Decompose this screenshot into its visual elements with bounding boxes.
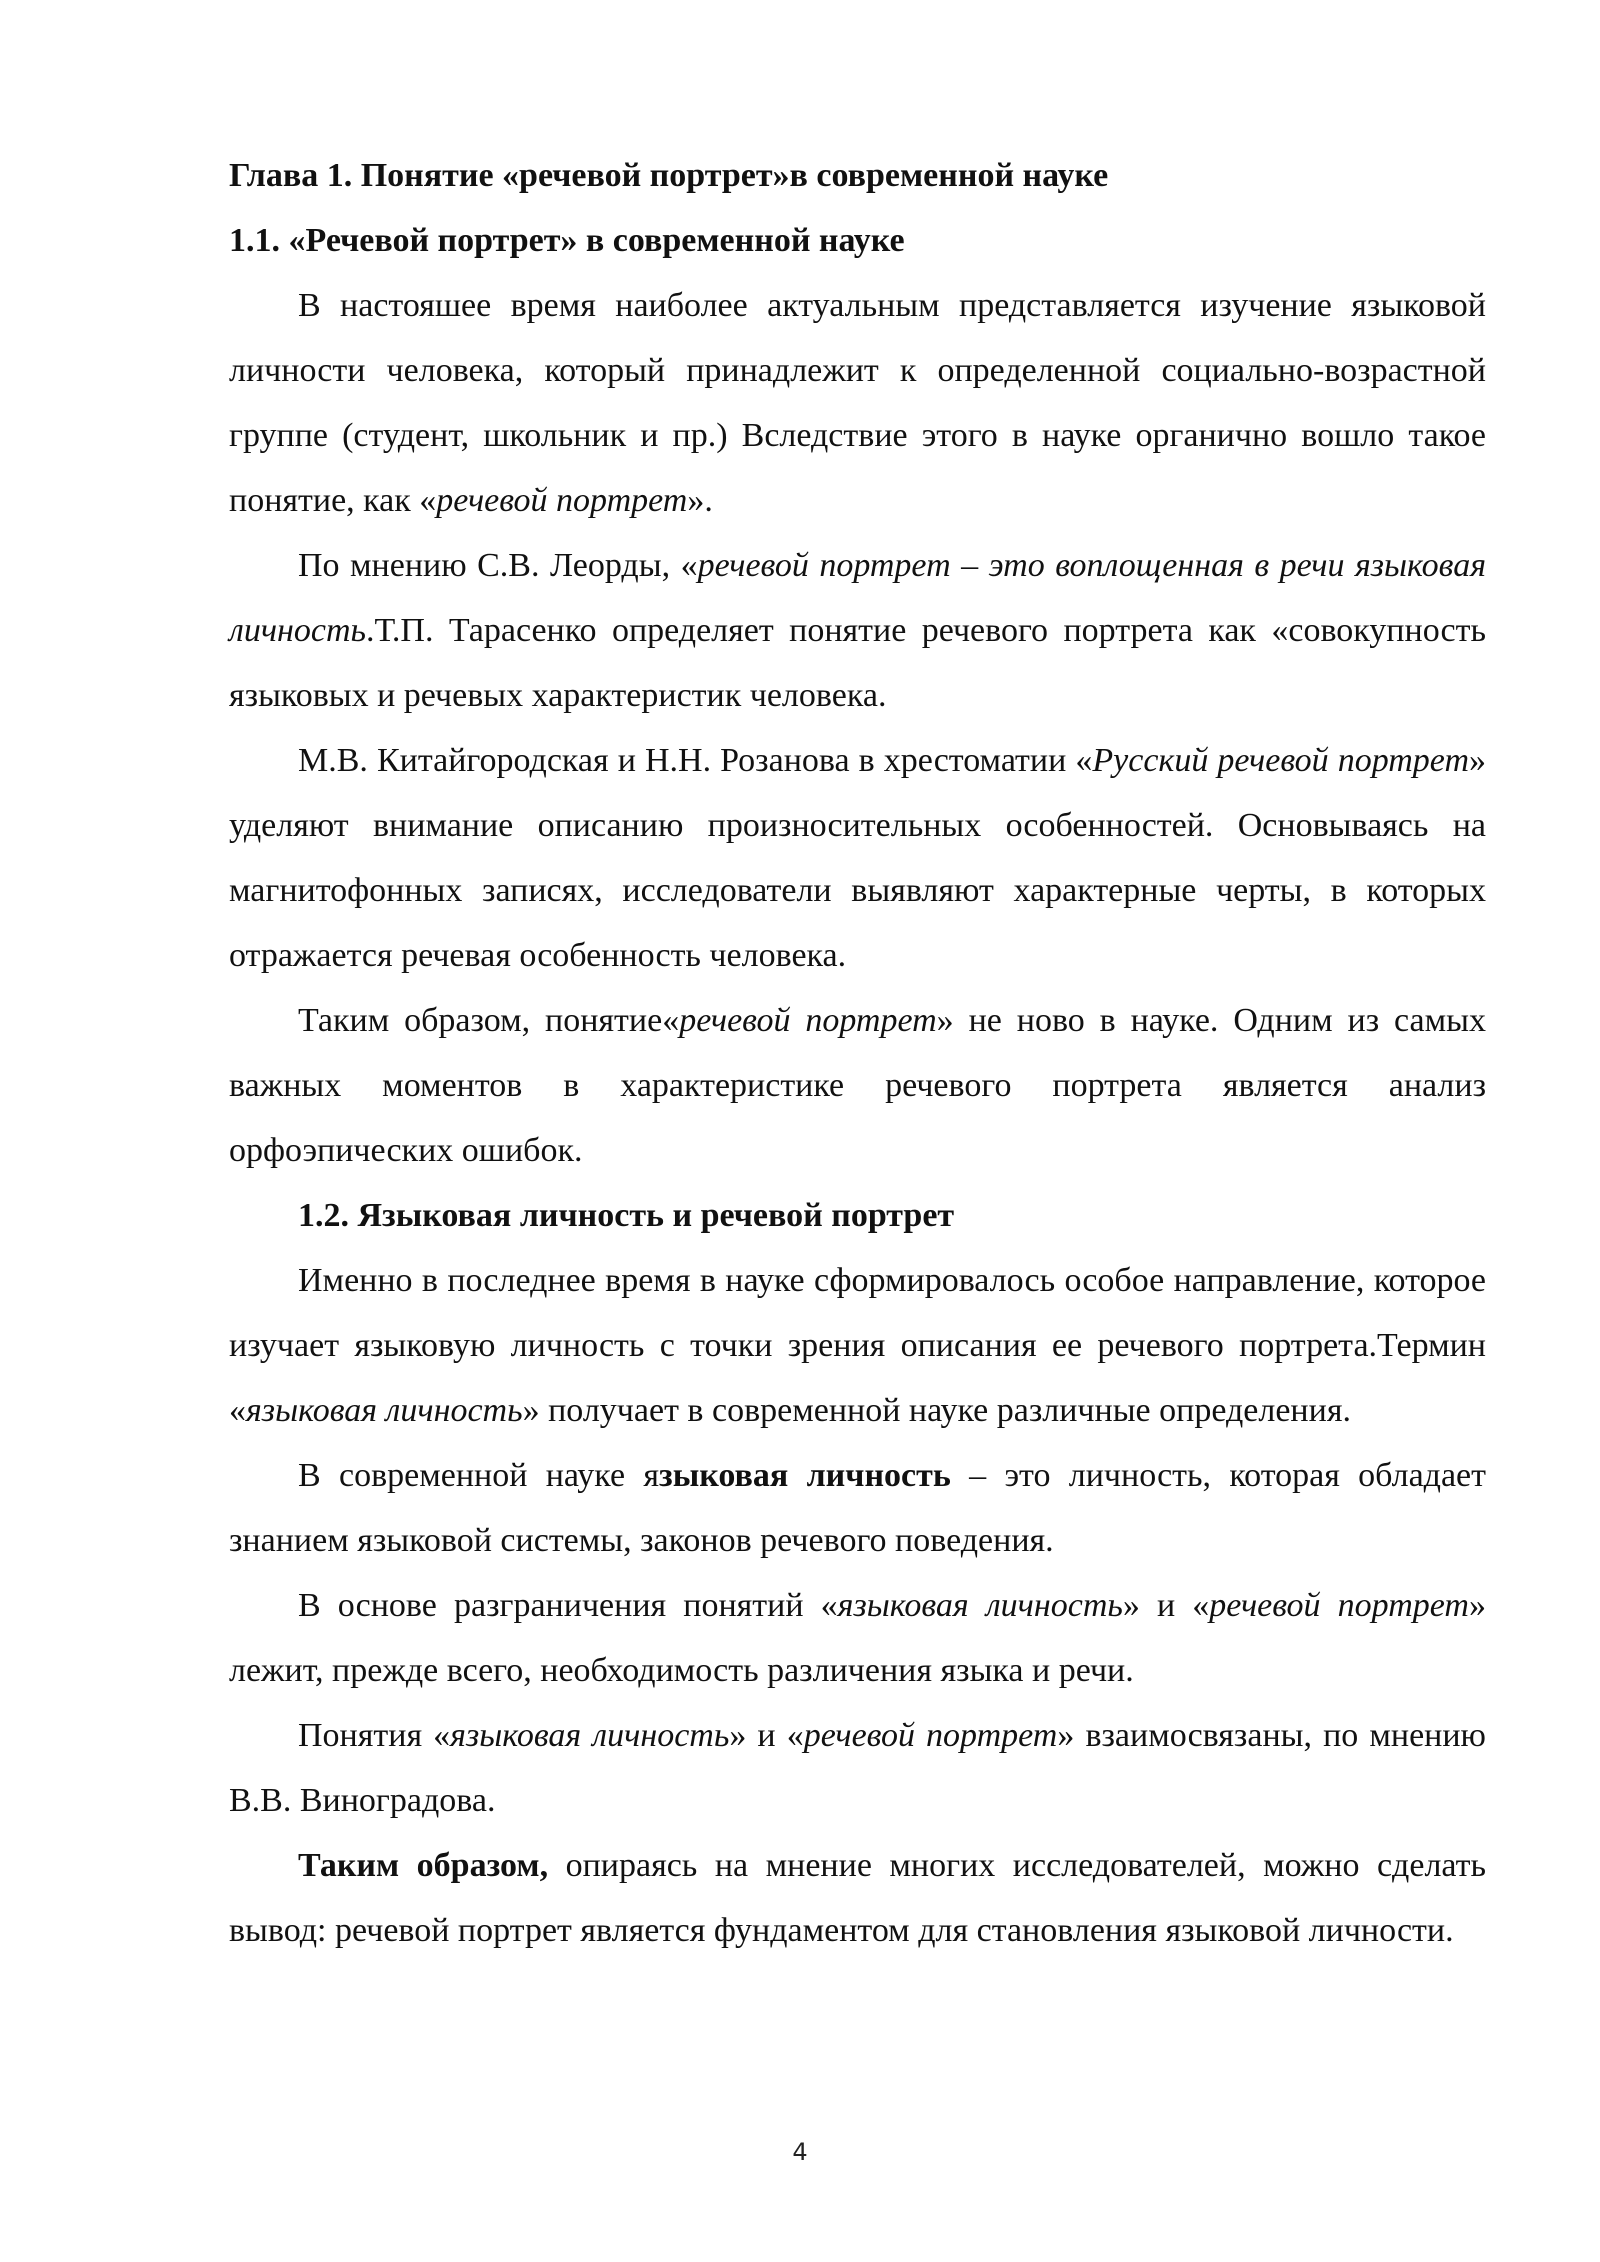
- paragraph-text: » получает в современной науке различные определения.: [522, 1392, 1351, 1429]
- paragraph: [229, 1703, 1486, 1833]
- page-number: 4: [792, 2138, 808, 2166]
- paragraph-text: » лежит, прежде всего, необходимость различения языка и речи.: [229, 1587, 1486, 1689]
- italic-term: речевой портрет: [436, 482, 688, 519]
- paragraph-text: Именно в последнее время в науке сформировалось особое направление, которое изучает языковую личность с точки зрения описания ее речевого портрета.Термин «: [229, 1262, 1486, 1429]
- page-body: [229, 143, 1486, 1963]
- paragraph-text: Понятия «: [298, 1717, 451, 1754]
- paragraph-text: » не ново в науке. Одним из самых важных моментов в характеристике речевого портрета является анализ орфоэпических ошибок.: [229, 1002, 1486, 1169]
- paragraph-text: » и «: [729, 1717, 804, 1754]
- paragraph: [229, 1833, 1486, 1963]
- italic-term: языковая личность: [450, 1717, 730, 1754]
- section-title-1-2: 1.2. Языковая личность и речевой портрет: [298, 1197, 955, 1234]
- italic-term: речевой портрет: [679, 1002, 937, 1039]
- italic-term: речевой портрет: [1209, 1587, 1469, 1624]
- paragraph-text: » уделяют внимание описанию произносительных особенностей. Основываясь на магнитофонных записях, исследователи выявляют характерные черты, в которых отражается речевая особенность человека.: [229, 742, 1487, 974]
- italic-quote: речевой портрет – это воплощенная в речи языковая личность: [229, 547, 1487, 649]
- italic-term: речевой портрет: [803, 1717, 1058, 1754]
- paragraph-text: .Т.П. Тарасенко определяет понятие речевого портрета как «совокупность языковых и речевых характеристик человека.: [229, 612, 1486, 714]
- paragraph: [229, 1443, 1486, 1573]
- italic-term: языковая личность: [837, 1587, 1123, 1624]
- paragraph-text: В настояшее время наиболее актуальным представляется изучение языковой личности человека, который принадлежит к определенной социально-возрастной группе (студент, школьник и пр.) Вследствие этого в науке органично вошло такое понятие, как «: [229, 287, 1486, 519]
- bold-lead: Таким образом,: [298, 1847, 549, 1884]
- paragraph-text: По мнению С.В. Леорды, «: [298, 547, 698, 584]
- paragraph-text: ».: [687, 482, 713, 519]
- chapter-title: Глава 1. Понятие «речевой портрет»в современной науке: [229, 157, 1109, 194]
- paragraph-text: М.В. Китайгородская и Н.Н. Розанова в хрестоматии «: [298, 742, 1093, 779]
- paragraph: [229, 273, 1486, 533]
- paragraph: [229, 533, 1486, 728]
- paragraph: [229, 728, 1486, 988]
- italic-term: языковая личность: [246, 1392, 523, 1429]
- paragraph: [229, 1573, 1486, 1703]
- paragraph-text: опираясь на мнение многих исследователей, можно сделать вывод: речевой портрет является фундаментом для становления языковой личности.: [229, 1847, 1486, 1949]
- paragraph: [229, 988, 1486, 1183]
- section-title-1-1: 1.1. «Речевой портрет» в современной науке: [229, 222, 905, 259]
- bold-term: зыковая личность: [659, 1457, 951, 1494]
- paragraph-text: Таким образом, понятие«: [298, 1002, 680, 1039]
- paragraph-text: В современной науке я: [298, 1457, 660, 1494]
- italic-title: Русский речевой портрет: [1092, 742, 1470, 779]
- paragraph-text: » взаимосвязаны, по мнению В.В. Виноградова.: [229, 1717, 1486, 1819]
- paragraph-text: В основе разграничения понятий «: [298, 1587, 838, 1624]
- paragraph-text: » и «: [1122, 1587, 1210, 1624]
- paragraph: [229, 1248, 1486, 1443]
- paragraph-text: – это личность, которая обладает знанием языковой системы, законов речевого поведения.: [229, 1457, 1486, 1559]
